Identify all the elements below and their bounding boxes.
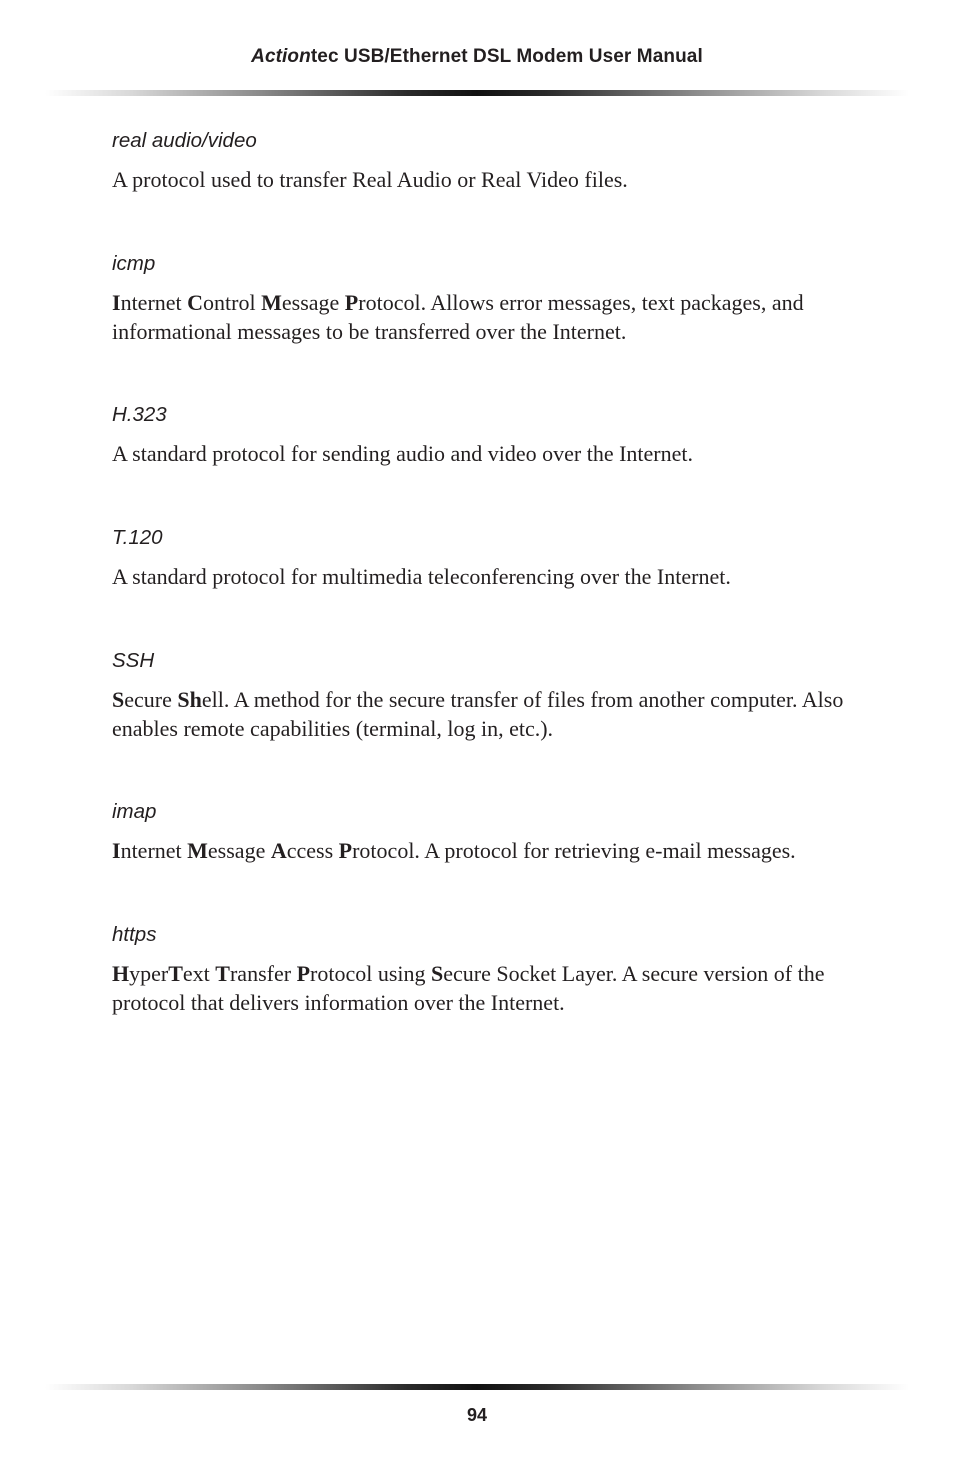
header-rule [45, 90, 909, 96]
definition-text: A standard protocol for multimedia teleconferencing over the Internet. [112, 564, 731, 589]
glossary-entry [112, 126, 872, 194]
definition-text: ell. A method for the secure transfer of files from another computer. Also enables remote capabilities (terminal, log in, etc.). [112, 687, 844, 741]
glossary-term: real audio/video [112, 129, 257, 152]
definition-initial: T [215, 961, 230, 986]
definition-initial: I [112, 838, 121, 863]
definition-initial: Sh [177, 687, 202, 712]
running-header [0, 46, 954, 68]
definition-text: A standard protocol for sending audio and video over the Internet. [112, 441, 694, 466]
glossary-term: H.323 [112, 403, 167, 426]
definition-text: nternet [120, 290, 188, 315]
definition-initial: S [112, 687, 125, 712]
glossary-definition [112, 959, 872, 1017]
definition-initial: T [168, 961, 183, 986]
definition-initial: H [112, 961, 130, 986]
definition-text: ransfer [229, 961, 297, 986]
definition-text: ext [182, 961, 216, 986]
definition-initial: P [338, 838, 353, 863]
definition-text: essage [207, 838, 271, 863]
definition-text: essage [281, 290, 345, 315]
glossary-definition [112, 685, 872, 743]
glossary-definition [112, 165, 872, 194]
glossary-entry [112, 400, 872, 468]
header-title-text: tec USB/Ethernet DSL Modem User Manual [310, 46, 703, 67]
glossary-entry [112, 797, 872, 865]
glossary-term: SSH [112, 649, 155, 672]
definition-text: ecure Socket Layer. A secure version of the protocol that delivers information over the Internet. [112, 961, 825, 1015]
definition-text: ccess [286, 838, 339, 863]
definition-initial: P [296, 961, 311, 986]
footer-rule [45, 1384, 909, 1390]
glossary-term: https [112, 923, 157, 946]
glossary-entry [112, 920, 872, 1017]
definition-text: nternet [120, 838, 188, 863]
definition-text: rotocol. Allows error messages, text packages, and informational messages to be transferred over the Internet. [112, 290, 804, 344]
glossary-definition [112, 288, 872, 346]
definition-text: ecure [124, 687, 178, 712]
glossary-entry [112, 523, 872, 591]
glossary-entry [112, 249, 872, 346]
definition-initial: P [344, 290, 359, 315]
definition-initial: M [261, 290, 282, 315]
definition-initial: A [270, 838, 287, 863]
definition-initial: M [187, 838, 208, 863]
definition-text: rotocol using [310, 961, 432, 986]
glossary-term: icmp [112, 252, 156, 275]
glossary-term: T.120 [112, 526, 163, 549]
glossary-entry [112, 646, 872, 743]
header-brand-italic: Action [251, 46, 311, 67]
definition-initial: C [187, 290, 204, 315]
glossary-term: imap [112, 800, 157, 823]
page-number: 94 [466, 1405, 488, 1425]
glossary-definition [112, 562, 872, 591]
definition-initial: I [112, 290, 121, 315]
definition-text: A protocol used to transfer Real Audio or Real Video files. [112, 167, 628, 192]
definition-text: ontrol [203, 290, 262, 315]
definition-initial: S [431, 961, 444, 986]
glossary-definition [112, 836, 872, 865]
definition-text: yper [129, 961, 169, 986]
definition-text: rotocol. A protocol for retrieving e-mail messages. [352, 838, 796, 863]
glossary-definition [112, 439, 872, 468]
